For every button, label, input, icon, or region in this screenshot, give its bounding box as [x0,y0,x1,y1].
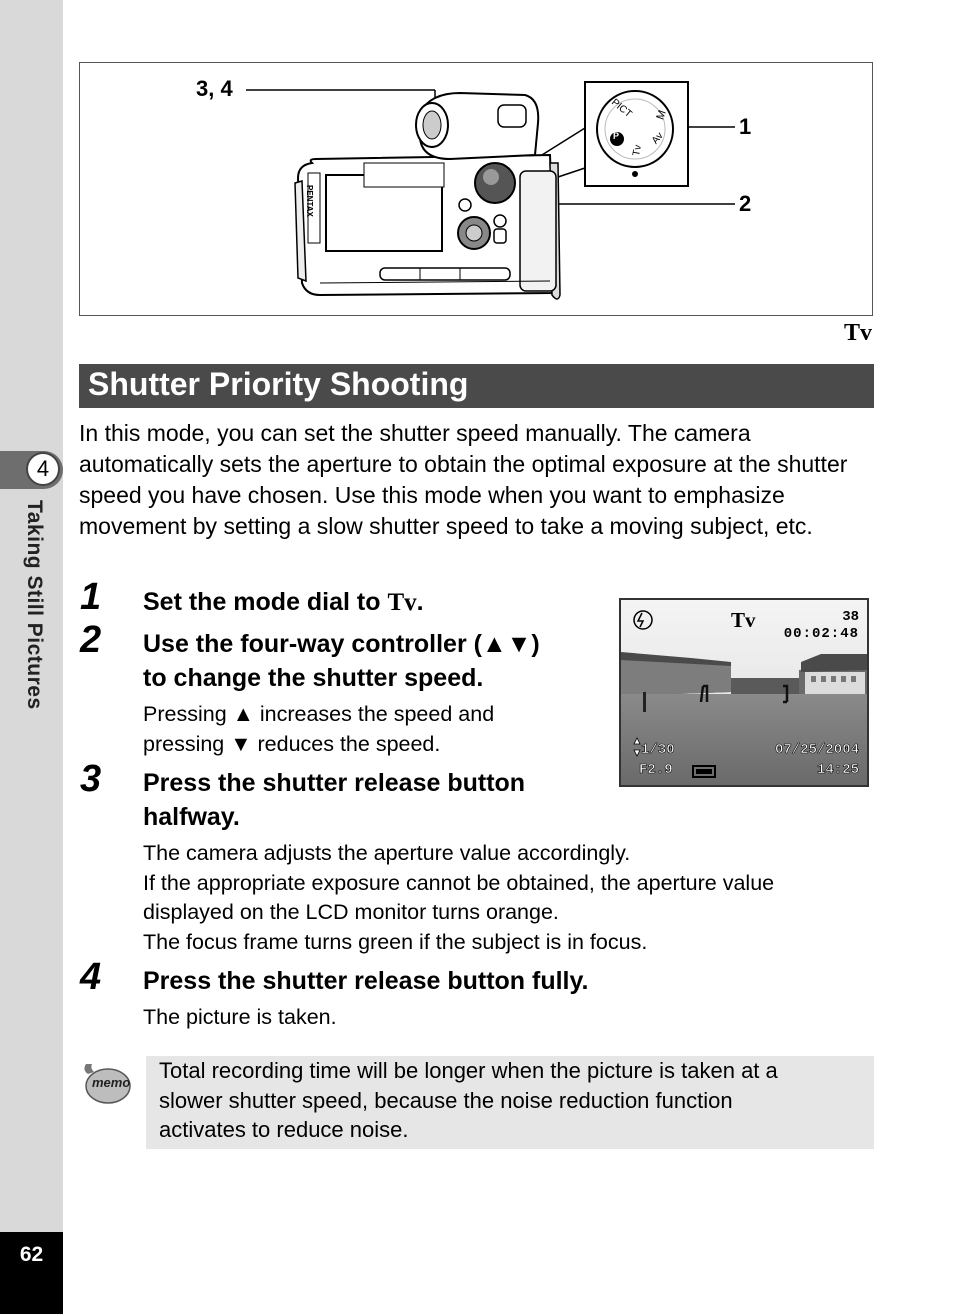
step-2-number: 2 [80,619,102,661]
step-4-body: The picture is taken. [143,1005,337,1029]
chapter-number: 4 [26,452,60,486]
tv-symbol: Tv [387,589,417,616]
step-1-number: 1 [80,576,102,618]
step-3-title: Press the shutter release button halfway. [143,769,526,831]
callout-2: 2 [739,191,752,216]
mode-mark-tv: Tv [844,320,873,346]
memo-icon [80,1060,132,1106]
lcd-mode: Tv [731,608,756,632]
step-2-title: Use the four-way controller (▲▼) to change the shutter speed. [143,630,540,692]
lcd-time: 14:25 [816,762,859,778]
dial-label-tv: Tv [631,144,644,157]
dial-label-p: P [613,131,620,141]
step-3-body: The camera adjusts the aperture value accordingly. If the appropriate exposure cannot be obtained, the aperture value displayed on the LCD monitor turns orange. The focus frame turns green if the subject is in focus. [143,841,775,954]
chapter-title: Taking Still Pictures [23,500,46,710]
dial-label-pict: PICT [609,96,634,121]
camera-brand: PENTAX [305,185,314,217]
lcd-shots-remaining: 38 [842,609,859,625]
callout-1: 1 [739,114,752,139]
section-title: Shutter Priority Shooting [88,366,469,402]
step-2-body: Pressing ▲ increases the speed and pressing ▼ reduces the speed. [143,702,495,756]
memo-text: Total recording time will be longer when the picture is taken at a slower shutter speed, because the noise reduction function activates to reduce noise. [159,1058,778,1142]
lcd-date: 07/25/2004 [774,742,859,758]
intro-paragraph: In this mode, you can set the shutter speed manually. The camera automatically sets the aperture to obtain the optimal exposure at the shutter speed you have chosen. Use this mode when you want to emphasize movement by setting a slow shutter speed to take a moving subject, etc. [79,420,848,539]
step-3-number: 3 [80,758,102,800]
step-4-title: Press the shutter release button fully. [143,967,589,995]
page-number: 62 [19,1243,44,1266]
step-4-number: 4 [80,956,102,998]
step-1-title: Set the mode dial to Tv. [143,588,424,616]
lcd-monitor-display [619,598,869,787]
lcd-shutter-speed: 1/30 [641,742,675,758]
lcd-recording-time: 00:02:48 [783,626,859,642]
memo-icon-label: memo [92,1075,131,1090]
dial-label-m: M [654,108,669,122]
lcd-aperture: F2.9 [639,762,673,778]
callout-3-4: 3, 4 [196,76,233,101]
dial-label-av: Av [649,130,666,147]
